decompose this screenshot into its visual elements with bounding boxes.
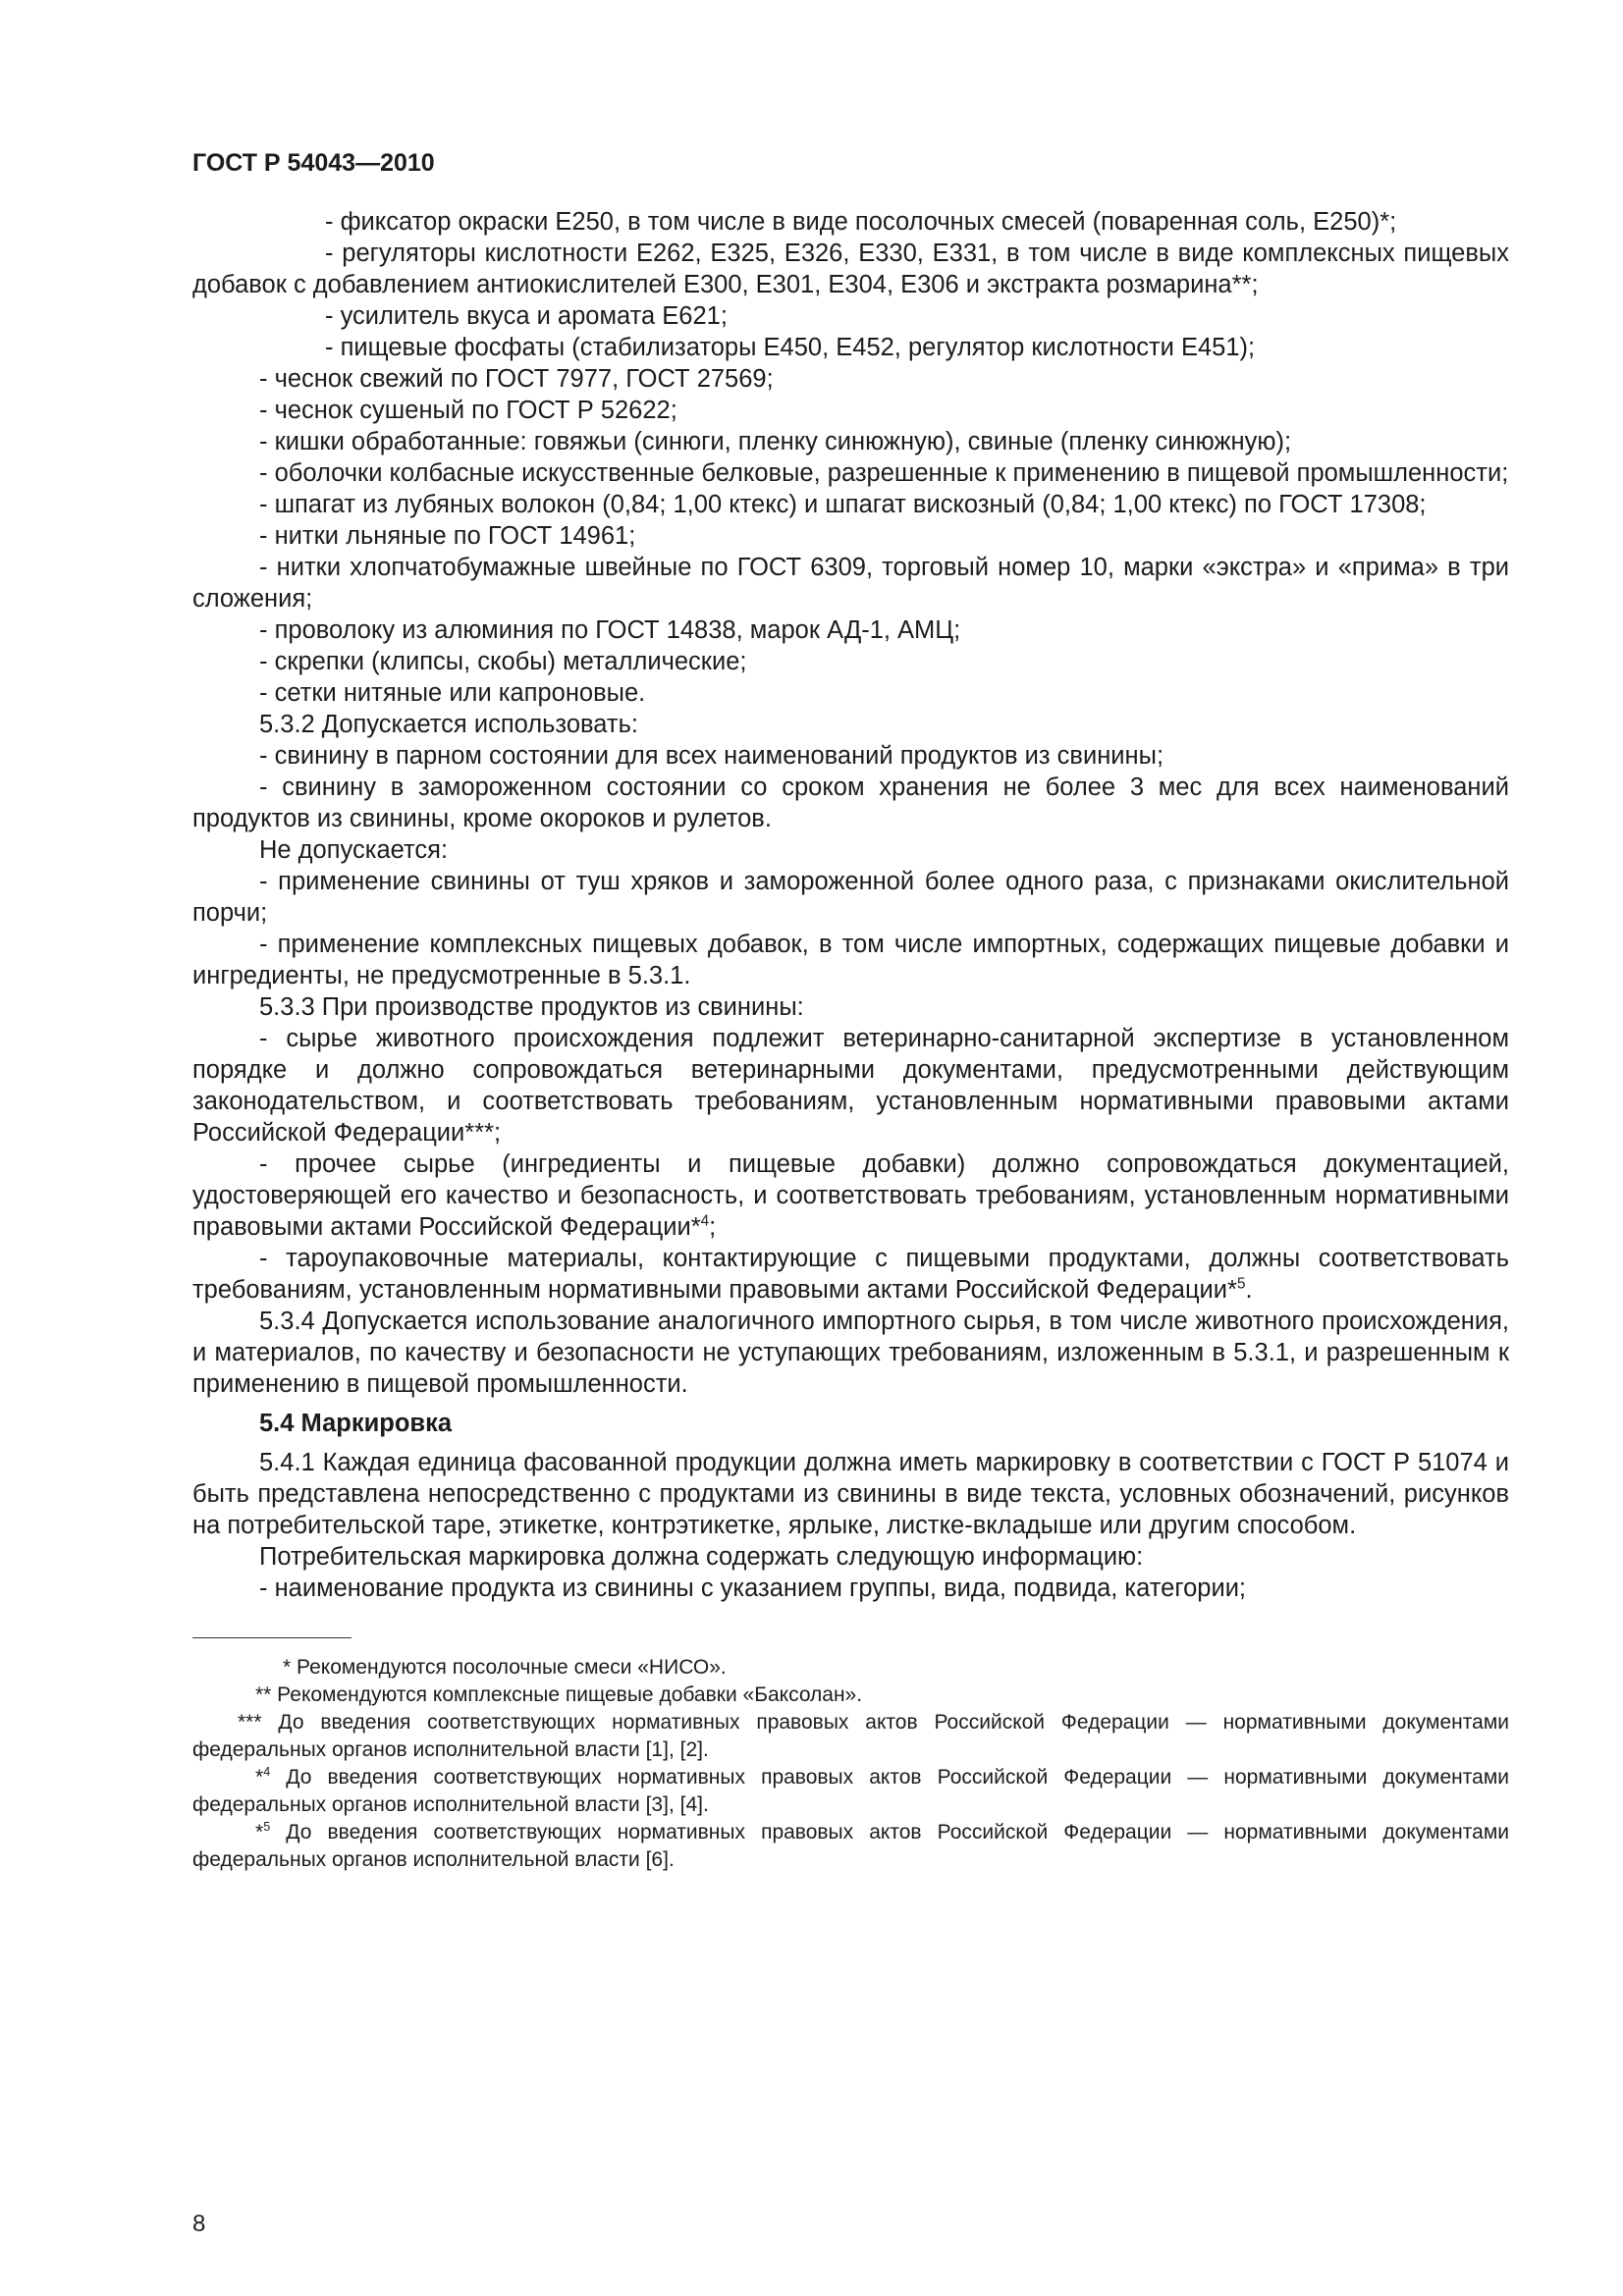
paragraph-text: - нитки хлопчатобумажные швейные по ГОСТ 6309, торговый номер 10, марки «экстра» и «прима» в три сложения; [192, 554, 1509, 613]
paragraph-text: - сетки нитяные или капроновые. [259, 679, 646, 707]
body-text [192, 206, 1509, 1604]
section-heading [192, 1408, 1509, 1439]
paragraph-text: 5.3.4 Допускается использование аналогичного импортного сырья, в том числе животного происхождения, и материалов, по качеству и безопасности не уступающих требованиям, изложенным в 5.3.1, и разрешенным к применению в пищевой промышленности. [192, 1308, 1509, 1398]
paragraph-text: - фиксатор окраски Е250, в том числе в виде посолочных смесей (поваренная соль, Е250)*; [325, 208, 1397, 236]
paragraph-text: 5.4.1 Каждая единица фасованной продукции должна иметь маркировку в соответствии с ГОСТ Р 51074 и быть представлена непосредственно с продуктами из свинины в виде текста, условных обозначений, рисунков на потребительской таре, этикетке, контрэтикетке, ярлыке, листке-вкладыше или другим способом. [192, 1449, 1509, 1539]
document-header: ГОСТ Р 54043—2010 [192, 149, 435, 177]
paragraph-text: - регуляторы кислотности Е262, Е325, Е326, Е330, Е331, в том числе в виде комплексных пищевых добавок с добавлением антиокислителей Е300, Е301, Е304, Е306 и экстракта розмарина**; [192, 240, 1509, 298]
body-paragraph [192, 520, 1509, 552]
body-paragraph [192, 1573, 1509, 1604]
body-paragraph [192, 834, 1509, 866]
footnote-number: 4 [263, 1765, 271, 1779]
body-paragraph [192, 300, 1509, 332]
paragraph-text: - пищевые фосфаты (стабилизаторы Е450, Е452, регулятор кислотности Е451); [325, 334, 1256, 361]
body-paragraph [192, 363, 1509, 395]
paragraph-text: - свинину в замороженном состоянии со сроком хранения не более 3 мес для всех наименований продуктов из свинины, кроме окороков и рулетов. [192, 774, 1509, 832]
body-paragraph [192, 206, 1509, 238]
body-paragraph [192, 1447, 1509, 1541]
body-paragraph [192, 1243, 1509, 1306]
paragraph-text: - тароупаковочные материалы, контактирующие с пищевыми продуктами, должны соответствовать требованиям, установленным нормативными правовыми актами Российской Федерации* [192, 1245, 1509, 1304]
body-paragraph [192, 332, 1509, 363]
paragraph-text: - усилитель вкуса и аромата Е621; [325, 302, 728, 330]
paragraph-text: - нитки льняные по ГОСТ 14961; [259, 522, 636, 550]
paragraph-tail: ; [709, 1213, 717, 1241]
paragraph-text: 5.3.3 При производстве продуктов из свинины: [259, 993, 804, 1021]
paragraph-text: - сырье животного происхождения подлежит ветеринарно-санитарной экспертизе в установленном порядке и должно сопровождаться ветеринарными документами, предусмотренными действующим законодательством, и соответствовать требованиям, установленным нормативными правовыми актами Российской Федерации***; [192, 1025, 1509, 1147]
paragraph-text: 5.4 Маркировка [259, 1410, 453, 1437]
body-paragraph [192, 457, 1509, 489]
page-number: 8 [192, 2211, 206, 2237]
footnote [192, 1819, 1509, 1874]
body-paragraph [192, 489, 1509, 520]
body-paragraph [192, 426, 1509, 457]
body-paragraph [192, 709, 1509, 740]
body-paragraph [192, 552, 1509, 614]
body-paragraph [192, 646, 1509, 677]
paragraph-text: - кишки обработанные: говяжьи (синюги, пленку синюжную), свиные (пленку синюжную); [259, 428, 1292, 455]
footnote-text: До введения соответствующих нормативных правовых актов Российской Федерации — нормативными документами федеральных органов исполнительной власти [3], [4]. [192, 1766, 1509, 1816]
document-page [192, 147, 1509, 2258]
paragraph-text: - свинину в парном состоянии для всех наименований продуктов из свинины; [259, 742, 1164, 770]
paragraph-text: Потребительская маркировка должна содержать следующую информацию: [259, 1543, 1144, 1571]
paragraph-tail: . [1245, 1276, 1253, 1304]
footnotes [192, 1654, 1509, 1874]
paragraph-text: - проволоку из алюминия по ГОСТ 14838, марок АД-1, АМЦ; [259, 616, 961, 644]
footnote-mark: * [255, 1821, 264, 1843]
footnote-number: 5 [263, 1820, 271, 1834]
footnote [192, 1709, 1509, 1764]
body-paragraph [192, 238, 1509, 300]
body-paragraph [192, 395, 1509, 426]
body-paragraph [192, 866, 1509, 929]
footnote [192, 1764, 1509, 1819]
footnote-text: До введения соответствующих нормативных правовых актов Российской Федерации — нормативными документами федеральных органов исполнительной власти [6]. [192, 1821, 1509, 1871]
body-paragraph [192, 772, 1509, 834]
paragraph-text: Не допускается: [259, 836, 449, 864]
paragraph-text: - прочее сырье (ингредиенты и пищевые добавки) должно сопровождаться документацией, удостоверяющей его качество и безопасность, и соответствовать требованиям, установленным нормативными правовыми актами Российской Федерации* [192, 1150, 1509, 1241]
paragraph-text: - шпагат из лубяных волокон (0,84; 1,00 ктекс) и шпагат вискозный (0,84; 1,00 ктекс) по ГОСТ 17308; [259, 491, 1427, 518]
footnote-ref: 5 [1236, 1275, 1246, 1293]
paragraph-text: 5.3.2 Допускается использовать: [259, 711, 638, 738]
body-paragraph [192, 929, 1509, 991]
footnote-text: *** До введения соответствующих нормативных правовых актов Российской Федерации — нормативными документами федеральных органов исполнительной власти [1], [2]. [192, 1711, 1509, 1761]
footnote-separator [192, 1637, 352, 1638]
body-paragraph [192, 1541, 1509, 1573]
footnote-text: ** Рекомендуются комплексные пищевые добавки «Баксолан». [255, 1683, 863, 1706]
paragraph-text: - применение комплексных пищевых добавок, в том числе импортных, содержащих пищевые добавки и ингредиенты, не предусмотренные в 5.3.1. [192, 931, 1509, 989]
body-paragraph [192, 1306, 1509, 1400]
paragraph-text: - скрепки (клипсы, скобы) металлические; [259, 648, 747, 675]
body-paragraph [192, 677, 1509, 709]
body-paragraph [192, 614, 1509, 646]
body-paragraph [192, 1023, 1509, 1148]
footnote-text: * Рекомендуются посолочные смеси «НИСО». [283, 1656, 727, 1679]
paragraph-text: - наименование продукта из свинины с указанием группы, вида, подвида, категории; [259, 1575, 1247, 1602]
footnote-ref: 4 [700, 1212, 710, 1230]
footnote [192, 1654, 1509, 1682]
paragraph-text: - оболочки колбасные искусственные белковые, разрешенные к применению в пищевой промышленности; [259, 459, 1509, 487]
paragraph-text: - чеснок сушеный по ГОСТ Р 52622; [259, 397, 677, 424]
body-paragraph [192, 991, 1509, 1023]
body-paragraph [192, 740, 1509, 772]
body-paragraph [192, 1148, 1509, 1243]
paragraph-text: - применение свинины от туш хряков и замороженной более одного раза, с признаками окислительной порчи; [192, 868, 1509, 927]
footnote-mark: * [255, 1766, 264, 1789]
paragraph-text: - чеснок свежий по ГОСТ 7977, ГОСТ 27569; [259, 365, 774, 393]
footnote [192, 1682, 1509, 1709]
